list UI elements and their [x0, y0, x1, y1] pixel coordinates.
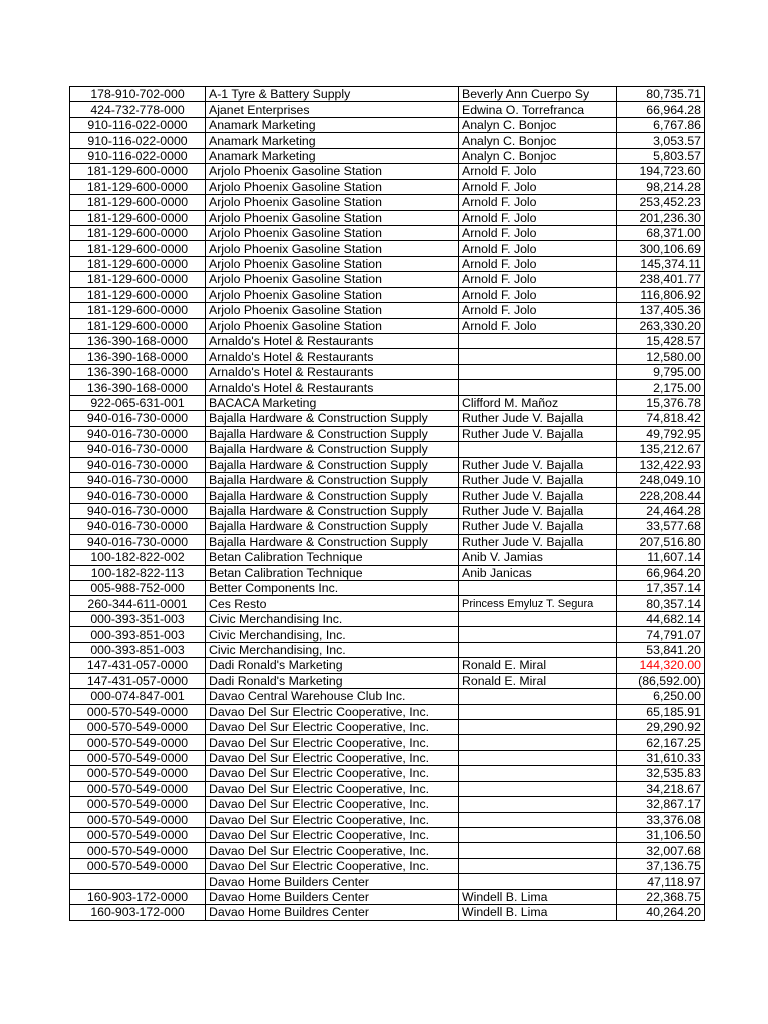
table-row: [70, 472, 705, 487]
company-name-cell: Davao Del Sur Electric Cooperative, Inc.: [206, 781, 459, 796]
amount-cell: 34,218.67: [617, 781, 705, 796]
amount-cell: 65,185.91: [617, 704, 705, 719]
company-name-cell: Civic Merchandising, Inc.: [206, 642, 459, 657]
tin-cell: 000-570-549-0000: [70, 781, 206, 796]
amount-cell: 80,735.71: [617, 87, 705, 102]
contact-person-cell: Ruther Jude V. Bajalla: [459, 426, 617, 441]
tin-cell: 940-016-730-0000: [70, 457, 206, 472]
company-name-cell: Arnaldo's Hotel & Restaurants: [206, 334, 459, 349]
company-name-cell: Arjolo Phoenix Gasoline Station: [206, 287, 459, 302]
amount-cell: 11,607.14: [617, 550, 705, 565]
table-row: [70, 735, 705, 750]
table-row: [70, 812, 705, 827]
company-name-cell: Arnaldo's Hotel & Restaurants: [206, 380, 459, 395]
company-name-cell: Davao Home Builders Center: [206, 889, 459, 904]
company-name-cell: Bajalla Hardware & Construction Supply: [206, 519, 459, 534]
contact-person-cell: Windell B. Lima: [459, 889, 617, 904]
company-name-cell: Anamark Marketing: [206, 133, 459, 148]
amount-cell: 116,806.92: [617, 287, 705, 302]
contact-person-cell: Arnold F. Jolo: [459, 287, 617, 302]
company-name-cell: Davao Del Sur Electric Cooperative, Inc.: [206, 766, 459, 781]
tin-cell: 940-016-730-0000: [70, 411, 206, 426]
amount-cell: 68,371.00: [617, 225, 705, 240]
contact-person-cell: Arnold F. Jolo: [459, 303, 617, 318]
tin-cell: 000-570-549-0000: [70, 812, 206, 827]
table-row: [70, 102, 705, 117]
tin-cell: 910-116-022-0000: [70, 148, 206, 163]
amount-cell: 80,357.14: [617, 596, 705, 611]
company-name-cell: Davao Del Sur Electric Cooperative, Inc.: [206, 750, 459, 765]
tin-cell: 260-344-611-0001: [70, 596, 206, 611]
tin-cell: 940-016-730-0000: [70, 426, 206, 441]
contact-person-cell: Arnold F. Jolo: [459, 318, 617, 333]
contact-person-cell: Analyn C. Bonjoc: [459, 117, 617, 132]
amount-cell: 31,106.50: [617, 828, 705, 843]
contact-person-cell: [459, 364, 617, 379]
amount-cell: 62,167.25: [617, 735, 705, 750]
company-name-cell: Davao Del Sur Electric Cooperative, Inc.: [206, 812, 459, 827]
company-name-cell: Betan Calibration Technique: [206, 565, 459, 580]
contact-person-cell: [459, 642, 617, 657]
table-row: [70, 519, 705, 534]
amount-cell: 5,803.57: [617, 148, 705, 163]
company-name-cell: Davao Del Sur Electric Cooperative, Inc.: [206, 735, 459, 750]
amount-cell: 53,841.20: [617, 642, 705, 657]
amount-cell: (86,592.00): [617, 673, 705, 688]
contact-person-cell: [459, 334, 617, 349]
contact-person-cell: [459, 766, 617, 781]
tin-cell: 181-129-600-0000: [70, 318, 206, 333]
table-row: [70, 689, 705, 704]
amount-cell: 145,374.11: [617, 256, 705, 271]
table-row: [70, 704, 705, 719]
table-row: [70, 889, 705, 904]
amount-cell: 66,964.20: [617, 565, 705, 580]
amount-cell: 201,236.30: [617, 210, 705, 225]
company-name-cell: Bajalla Hardware & Construction Supply: [206, 488, 459, 503]
tin-cell: 000-570-549-0000: [70, 766, 206, 781]
tin-cell: 181-129-600-0000: [70, 287, 206, 302]
tin-cell: 000-393-851-003: [70, 627, 206, 642]
contact-person-cell: [459, 581, 617, 596]
table-row: [70, 364, 705, 379]
amount-cell: 44,682.14: [617, 611, 705, 626]
tin-cell: 000-570-549-0000: [70, 828, 206, 843]
company-name-cell: Arjolo Phoenix Gasoline Station: [206, 195, 459, 210]
table-row: [70, 581, 705, 596]
table-row: [70, 673, 705, 688]
contact-person-cell: [459, 828, 617, 843]
company-name-cell: Davao Home Builders Center: [206, 874, 459, 889]
table-row: [70, 179, 705, 194]
company-name-cell: Ces Resto: [206, 596, 459, 611]
contact-person-cell: [459, 719, 617, 734]
company-name-cell: Arjolo Phoenix Gasoline Station: [206, 241, 459, 256]
table-row: [70, 719, 705, 734]
table-row: [70, 334, 705, 349]
amount-cell: 132,422.93: [617, 457, 705, 472]
contact-person-cell: Ruther Jude V. Bajalla: [459, 488, 617, 503]
amount-cell: 29,290.92: [617, 719, 705, 734]
tin-cell: 000-393-351-003: [70, 611, 206, 626]
contact-person-cell: [459, 349, 617, 364]
tin-cell: 000-570-549-0000: [70, 797, 206, 812]
contact-person-cell: Ruther Jude V. Bajalla: [459, 411, 617, 426]
company-name-cell: Civic Merchandising, Inc.: [206, 627, 459, 642]
amount-cell: 2,175.00: [617, 380, 705, 395]
company-name-cell: Arnaldo's Hotel & Restaurants: [206, 364, 459, 379]
amount-cell: 15,428.57: [617, 334, 705, 349]
table-row: [70, 642, 705, 657]
amount-cell: 22,368.75: [617, 889, 705, 904]
contact-person-cell: Arnold F. Jolo: [459, 195, 617, 210]
tin-cell: 940-016-730-0000: [70, 472, 206, 487]
company-name-cell: Dadi Ronald's Marketing: [206, 658, 459, 673]
contact-person-cell: [459, 874, 617, 889]
amount-cell: 135,212.67: [617, 442, 705, 457]
tin-cell: 922-065-631-001: [70, 395, 206, 410]
tin-cell: 181-129-600-0000: [70, 241, 206, 256]
table-row: [70, 596, 705, 611]
contact-person-cell: [459, 750, 617, 765]
company-name-cell: Davao Central Warehouse Club Inc.: [206, 689, 459, 704]
company-name-cell: Davao Home Buildres Center: [206, 905, 459, 920]
tin-cell: 940-016-730-0000: [70, 442, 206, 457]
tin-cell: 181-129-600-0000: [70, 256, 206, 271]
tin-cell: 181-129-600-0000: [70, 225, 206, 240]
contact-person-cell: Edwina O. Torrefranca: [459, 102, 617, 117]
tin-cell: [70, 874, 206, 889]
company-name-cell: Bajalla Hardware & Construction Supply: [206, 426, 459, 441]
company-name-cell: BACACA Marketing: [206, 395, 459, 410]
supplier-table: [69, 86, 705, 921]
company-name-cell: Ajanet Enterprises: [206, 102, 459, 117]
tin-cell: 136-390-168-0000: [70, 364, 206, 379]
tin-cell: 424-732-778-000: [70, 102, 206, 117]
table-body: [70, 87, 705, 921]
tin-cell: 181-129-600-0000: [70, 195, 206, 210]
contact-person-cell: Princess Emyluz T. Segura: [459, 596, 617, 611]
tin-cell: 000-570-549-0000: [70, 719, 206, 734]
table-row: [70, 380, 705, 395]
table-row: [70, 87, 705, 102]
table-row: [70, 797, 705, 812]
contact-person-cell: Anib Janicas: [459, 565, 617, 580]
tin-cell: 910-116-022-0000: [70, 133, 206, 148]
tin-cell: 000-570-549-0000: [70, 735, 206, 750]
amount-cell: 32,007.68: [617, 843, 705, 858]
table-row: [70, 858, 705, 873]
contact-person-cell: Ronald E. Miral: [459, 658, 617, 673]
amount-cell: 66,964.28: [617, 102, 705, 117]
company-name-cell: Civic Merchandising Inc.: [206, 611, 459, 626]
table-row: [70, 117, 705, 132]
tin-cell: 181-129-600-0000: [70, 210, 206, 225]
tin-cell: 181-129-600-0000: [70, 272, 206, 287]
contact-person-cell: Analyn C. Bonjoc: [459, 148, 617, 163]
contact-person-cell: Ruther Jude V. Bajalla: [459, 472, 617, 487]
company-name-cell: Bajalla Hardware & Construction Supply: [206, 503, 459, 518]
amount-cell: 33,376.08: [617, 812, 705, 827]
company-name-cell: Arjolo Phoenix Gasoline Station: [206, 318, 459, 333]
contact-person-cell: Arnold F. Jolo: [459, 241, 617, 256]
table-row: [70, 272, 705, 287]
tin-cell: 181-129-600-0000: [70, 164, 206, 179]
company-name-cell: Davao Del Sur Electric Cooperative, Inc.: [206, 828, 459, 843]
tin-cell: 000-393-851-003: [70, 642, 206, 657]
amount-cell: 47,118.97: [617, 874, 705, 889]
company-name-cell: Better Components Inc.: [206, 581, 459, 596]
amount-cell: 15,376.78: [617, 395, 705, 410]
company-name-cell: Bajalla Hardware & Construction Supply: [206, 472, 459, 487]
contact-person-cell: Analyn C. Bonjoc: [459, 133, 617, 148]
table-row: [70, 195, 705, 210]
company-name-cell: Anamark Marketing: [206, 148, 459, 163]
amount-cell: 263,330.20: [617, 318, 705, 333]
company-name-cell: Davao Del Sur Electric Cooperative, Inc.: [206, 858, 459, 873]
company-name-cell: Bajalla Hardware & Construction Supply: [206, 534, 459, 549]
company-name-cell: Bajalla Hardware & Construction Supply: [206, 411, 459, 426]
company-name-cell: Arjolo Phoenix Gasoline Station: [206, 225, 459, 240]
tin-cell: 181-129-600-0000: [70, 303, 206, 318]
table-row: [70, 781, 705, 796]
amount-cell: 228,208.44: [617, 488, 705, 503]
company-name-cell: Davao Del Sur Electric Cooperative, Inc.: [206, 797, 459, 812]
company-name-cell: Davao Del Sur Electric Cooperative, Inc.: [206, 843, 459, 858]
contact-person-cell: [459, 858, 617, 873]
company-name-cell: Dadi Ronald's Marketing: [206, 673, 459, 688]
company-name-cell: Arjolo Phoenix Gasoline Station: [206, 210, 459, 225]
tin-cell: 178-910-702-000: [70, 87, 206, 102]
company-name-cell: Arjolo Phoenix Gasoline Station: [206, 303, 459, 318]
contact-person-cell: Arnold F. Jolo: [459, 256, 617, 271]
company-name-cell: Bajalla Hardware & Construction Supply: [206, 442, 459, 457]
table-row: [70, 148, 705, 163]
table-row: [70, 658, 705, 673]
amount-cell: 24,464.28: [617, 503, 705, 518]
contact-person-cell: Ruther Jude V. Bajalla: [459, 534, 617, 549]
contact-person-cell: Windell B. Lima: [459, 905, 617, 920]
amount-cell: 31,610.33: [617, 750, 705, 765]
table-row: [70, 241, 705, 256]
amount-cell: 137,405.36: [617, 303, 705, 318]
company-name-cell: Davao Del Sur Electric Cooperative, Inc.: [206, 719, 459, 734]
company-name-cell: Arnaldo's Hotel & Restaurants: [206, 349, 459, 364]
contact-person-cell: Ruther Jude V. Bajalla: [459, 457, 617, 472]
contact-person-cell: [459, 689, 617, 704]
contact-person-cell: [459, 442, 617, 457]
company-name-cell: Arjolo Phoenix Gasoline Station: [206, 256, 459, 271]
contact-person-cell: Ruther Jude V. Bajalla: [459, 519, 617, 534]
amount-cell: 300,106.69: [617, 241, 705, 256]
amount-cell: 6,767.86: [617, 117, 705, 132]
table-row: [70, 318, 705, 333]
amount-cell: 37,136.75: [617, 858, 705, 873]
table-row: [70, 426, 705, 441]
table-row: [70, 287, 705, 302]
table-row: [70, 550, 705, 565]
contact-person-cell: Beverly Ann Cuerpo Sy: [459, 87, 617, 102]
tin-cell: 136-390-168-0000: [70, 349, 206, 364]
tin-cell: 136-390-168-0000: [70, 380, 206, 395]
company-name-cell: Bajalla Hardware & Construction Supply: [206, 457, 459, 472]
table-row: [70, 303, 705, 318]
contact-person-cell: Arnold F. Jolo: [459, 164, 617, 179]
table-row: [70, 534, 705, 549]
amount-cell: 207,516.80: [617, 534, 705, 549]
table-row: [70, 750, 705, 765]
amount-cell: 74,818.42: [617, 411, 705, 426]
table-row: [70, 395, 705, 410]
table-row: [70, 164, 705, 179]
table-row: [70, 457, 705, 472]
amount-cell: 12,580.00: [617, 349, 705, 364]
contact-person-cell: Anib V. Jamias: [459, 550, 617, 565]
contact-person-cell: [459, 704, 617, 719]
contact-person-cell: [459, 781, 617, 796]
amount-cell: 33,577.68: [617, 519, 705, 534]
contact-person-cell: [459, 627, 617, 642]
contact-person-cell: Arnold F. Jolo: [459, 225, 617, 240]
table-row: [70, 349, 705, 364]
contact-person-cell: Ruther Jude V. Bajalla: [459, 503, 617, 518]
amount-cell: 6,250.00: [617, 689, 705, 704]
contact-person-cell: [459, 797, 617, 812]
table-row: [70, 828, 705, 843]
company-name-cell: Betan Calibration Technique: [206, 550, 459, 565]
contact-person-cell: [459, 735, 617, 750]
amount-cell: 17,357.14: [617, 581, 705, 596]
table-row: [70, 611, 705, 626]
table-row: [70, 874, 705, 889]
company-name-cell: Arjolo Phoenix Gasoline Station: [206, 179, 459, 194]
amount-cell: 32,867.17: [617, 797, 705, 812]
tin-cell: 940-016-730-0000: [70, 503, 206, 518]
contact-person-cell: Clifford M. Mañoz: [459, 395, 617, 410]
amount-cell: 248,049.10: [617, 472, 705, 487]
contact-person-cell: Arnold F. Jolo: [459, 272, 617, 287]
amount-cell: 74,791.07: [617, 627, 705, 642]
tin-cell: 160-903-172-000: [70, 905, 206, 920]
tin-cell: 136-390-168-0000: [70, 334, 206, 349]
tin-cell: 000-570-549-0000: [70, 858, 206, 873]
amount-cell: 194,723.60: [617, 164, 705, 179]
amount-cell: 98,214.28: [617, 179, 705, 194]
tin-cell: 940-016-730-0000: [70, 534, 206, 549]
tin-cell: 100-182-822-113: [70, 565, 206, 580]
tin-cell: 147-431-057-0000: [70, 658, 206, 673]
table-row: [70, 905, 705, 920]
table-row: [70, 256, 705, 271]
tin-cell: 910-116-022-0000: [70, 117, 206, 132]
tin-cell: 000-570-549-0000: [70, 843, 206, 858]
amount-cell: 144,320.00: [617, 658, 705, 673]
tin-cell: 000-570-549-0000: [70, 750, 206, 765]
tin-cell: 147-431-057-0000: [70, 673, 206, 688]
table-row: [70, 766, 705, 781]
table-row: [70, 503, 705, 518]
tin-cell: 940-016-730-0000: [70, 488, 206, 503]
tin-cell: 160-903-172-0000: [70, 889, 206, 904]
table-row: [70, 442, 705, 457]
table-row: [70, 411, 705, 426]
company-name-cell: Arjolo Phoenix Gasoline Station: [206, 272, 459, 287]
contact-person-cell: [459, 611, 617, 626]
company-name-cell: A-1 Tyre & Battery Supply: [206, 87, 459, 102]
company-name-cell: Davao Del Sur Electric Cooperative, Inc.: [206, 704, 459, 719]
contact-person-cell: Arnold F. Jolo: [459, 179, 617, 194]
table-row: [70, 133, 705, 148]
amount-cell: 3,053.57: [617, 133, 705, 148]
tin-cell: 000-074-847-001: [70, 689, 206, 704]
tin-cell: 181-129-600-0000: [70, 179, 206, 194]
contact-person-cell: Ronald E. Miral: [459, 673, 617, 688]
company-name-cell: Anamark Marketing: [206, 117, 459, 132]
table-row: [70, 488, 705, 503]
table-row: [70, 565, 705, 580]
tin-cell: 940-016-730-0000: [70, 519, 206, 534]
table-row: [70, 843, 705, 858]
table-row: [70, 627, 705, 642]
amount-cell: 49,792.95: [617, 426, 705, 441]
company-name-cell: Arjolo Phoenix Gasoline Station: [206, 164, 459, 179]
amount-cell: 32,535.83: [617, 766, 705, 781]
contact-person-cell: Arnold F. Jolo: [459, 210, 617, 225]
tin-cell: 100-182-822-002: [70, 550, 206, 565]
tin-cell: 000-570-549-0000: [70, 704, 206, 719]
tin-cell: 005-988-752-000: [70, 581, 206, 596]
contact-person-cell: [459, 843, 617, 858]
amount-cell: 253,452.23: [617, 195, 705, 210]
amount-cell: 40,264.20: [617, 905, 705, 920]
amount-cell: 238,401.77: [617, 272, 705, 287]
contact-person-cell: [459, 380, 617, 395]
contact-person-cell: [459, 812, 617, 827]
amount-cell: 9,795.00: [617, 364, 705, 379]
table-row: [70, 210, 705, 225]
table-row: [70, 225, 705, 240]
